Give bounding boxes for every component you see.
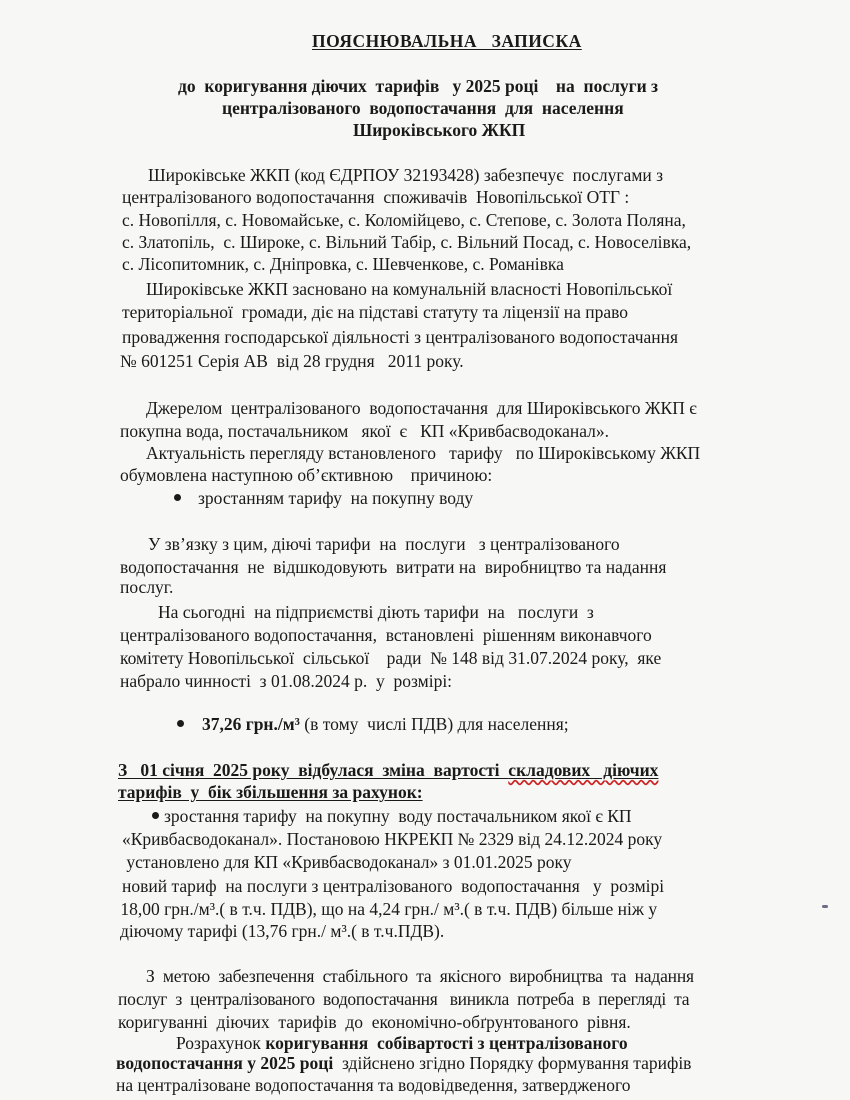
calc-line-1-plain: Розрахунок [176, 1033, 266, 1053]
purpose-line-2: послуг з централізованого водопостачання виникла потреба в перегляді та [118, 989, 690, 1009]
change-detail-line-6: діючому тарифі (13,76 грн./ м³.( в т.ч.ПДВ). [120, 921, 445, 941]
purpose-line-3: коригуванні діючих тарифів до економічно-обґрунтованого рівня. [118, 1012, 631, 1032]
change-detail-line-4: новий тариф на послуги з централізованого водопостачання у розмірі [122, 876, 665, 896]
change-detail-line-1: зростання тарифу на покупну воду постачальником якої є КП [164, 806, 632, 826]
founded-line-1: Широківське ЖКП засновано на комунальній власності Новопільської [146, 279, 673, 299]
calc-line-3: на централізоване водопостачання та водовідведення, затвердженого [116, 1075, 631, 1095]
tariff-rest: (в тому числі ПДВ) для населення; [299, 714, 569, 734]
tariff-bullet-dot [177, 720, 184, 727]
current-line-3: комітету Новопільської сільської ради № 148 від 31.07.2024 року, яке [120, 648, 662, 668]
calc-line-2-plain: здійснено згідно Порядку формування тарифів [333, 1053, 692, 1073]
change-detail-line-2: «Кривбасводоканал». Постановою НКРЕКП № 2329 від 24.12.2024 року [122, 829, 663, 849]
source-line-1: Джерелом централізованого водопостачання для Широківського ЖКП є [146, 398, 697, 418]
change-detail-line-5: 18,00 грн./м³.( в т.ч. ПДВ), що на 4,24 грн./ м³.( в т.ч. ПДВ) більше ніж у [116, 899, 658, 919]
change-heading-line-1 [118, 760, 658, 781]
change-detail-line-3: установлено для КП «Кривбасводоканал» з 01.01.2025 року [122, 852, 572, 872]
calc-line-2-bold: водопостачання у 2025 році [116, 1053, 334, 1073]
reason-bullet-dot [174, 494, 181, 501]
current-line-2: централізованого водопостачання, встановлені рішенням виконавчого [120, 625, 652, 645]
calc-line-2 [116, 1053, 691, 1074]
change-heading-line-2: тарифів у бік збільшення за рахунок: [118, 782, 423, 802]
change-bullet-dot [152, 812, 159, 819]
intro-line-1: Широківське ЖКП (код ЄДРПОУ 32193428) забезпечує послугами з [148, 165, 664, 185]
founded-line-4: № 601251 Серія АВ від 28 грудня 2011 року. [120, 351, 464, 371]
founded-line-3: провадження господарської діяльності з централізованого водопостачання [122, 327, 679, 347]
reason-bullet-text: зростанням тарифу на покупну воду [198, 488, 474, 508]
scan-mark [822, 905, 828, 908]
tariff-bullet [202, 714, 569, 735]
purpose-line-1: З метою забезпечення стабільного та якісного виробництва та надання [146, 966, 694, 986]
current-line-4: набрало чинності з 01.08.2024 р. у розмірі: [120, 671, 453, 691]
document-title: ПОЯСНЮВАЛЬНА ЗАПИСКА [312, 31, 582, 51]
intro-line-5: с. Лісопитомник, с. Дніпровка, с. Шевченкове, с. Романівка [122, 254, 564, 274]
change-heading-part-a: З 01 січня 2025 року відбулася зміна вартості [118, 760, 509, 780]
relevance-line-1: Актуальність перегляду встановленого тарифу по Широківському ЖКП [146, 443, 701, 463]
relevance-line-2: обумовлена наступною об’єктивною причиною: [120, 465, 493, 485]
consequence-line-1: У зв’язку з цим, діючі тарифи на послуги з централізованого [148, 534, 620, 554]
consequence-line-2: водопостачання не відшкодовують витрати на виробництво та надання [120, 557, 667, 577]
founded-line-2: територіальної громади, діє на підставі статуту та ліцензії на право [122, 302, 628, 322]
source-line-2: покупна вода, постачальником якої є КП «Кривбасводоканал». [120, 421, 609, 441]
consequence-line-3: послуг. [120, 577, 174, 597]
intro-line-2: централізованого водопостачання споживачів Новопільської ОТГ : [122, 187, 630, 207]
intro-line-3: с. Новопілля, с. Новомайське, с. Коломійцево, с. Степове, с. Золота Поляна, [122, 210, 686, 230]
tariff-value: 37,26 грн./м³ [202, 714, 300, 734]
subtitle-line-2: централізованого водопостачання для населення [222, 98, 624, 118]
calc-line-1 [176, 1033, 628, 1054]
change-heading-part-b: складових діючих [508, 760, 659, 780]
current-line-1: На сьогодні на підприємстві діють тарифи на послуги з [158, 602, 594, 622]
calc-line-1-bold: коригування собівартості з централізованого [265, 1033, 628, 1053]
subtitle-line-3: Широківського ЖКП [353, 120, 526, 140]
intro-line-4: с. Златопіль, с. Широке, с. Вільний Табір, с. Вільний Посад, с. Новоселівка, [122, 232, 692, 252]
subtitle-line-1: до коригування діючих тарифів у 2025 році на послуги з [178, 76, 659, 96]
